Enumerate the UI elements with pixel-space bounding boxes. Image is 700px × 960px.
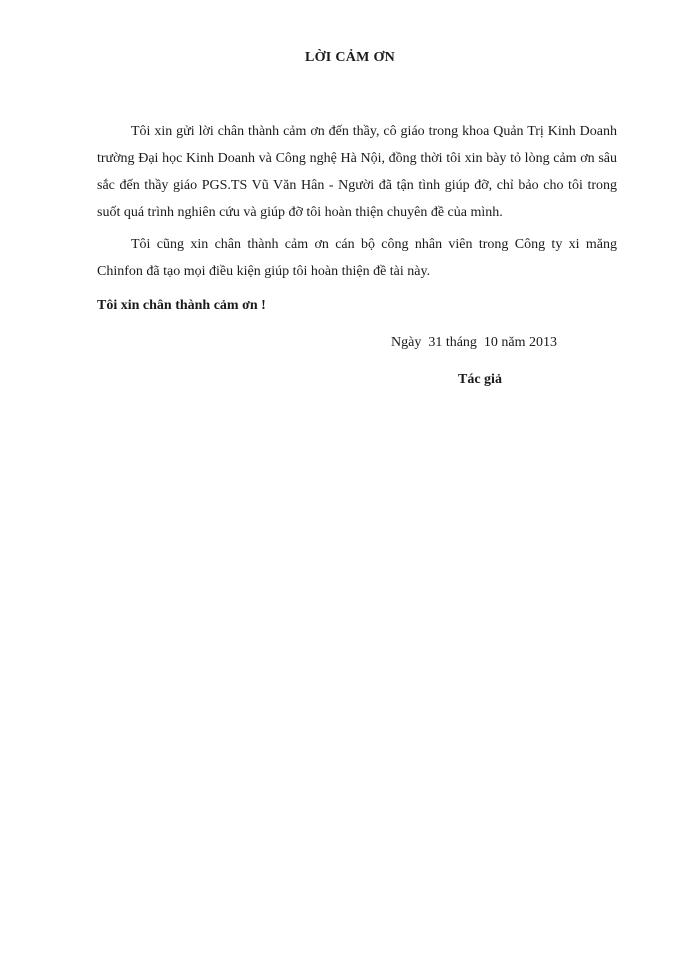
paragraph-gratitude-company: Tôi cũng xin chân thành cảm ơn cán bộ công nhân viên trong Công ty xi măng Chinfon đã tạo mọi điều kiện giúp tôi hoàn thiện đề tài này. bbox=[97, 237, 617, 279]
closing-thanks: Tôi xin chân thành cảm ơn ! bbox=[97, 298, 266, 313]
date-line: Ngày 31 tháng 10 năm 2013 bbox=[391, 335, 558, 350]
paragraph-gratitude-teachers: Tôi xin gửi lời chân thành cảm ơn đến thầy, cô giáo trong khoa Quản Trị Kinh Doanh trường Đại học Kinh Doanh và Công nghệ Hà Nội, đồng thời tôi xin bày tỏ lòng cảm ơn sâu sắc đến thầy giáo PGS.TS Vũ Văn Hân - Người đã tận tình giúp đỡ, chỉ bảo cho tôi trong suốt quá trình nghiên cứu và giúp đỡ tôi hoàn thiện chuyên đề của mình. bbox=[97, 124, 617, 220]
document-title: LỜI CẢM ƠN bbox=[304, 50, 396, 65]
author-signature: Tác giả bbox=[458, 372, 502, 387]
